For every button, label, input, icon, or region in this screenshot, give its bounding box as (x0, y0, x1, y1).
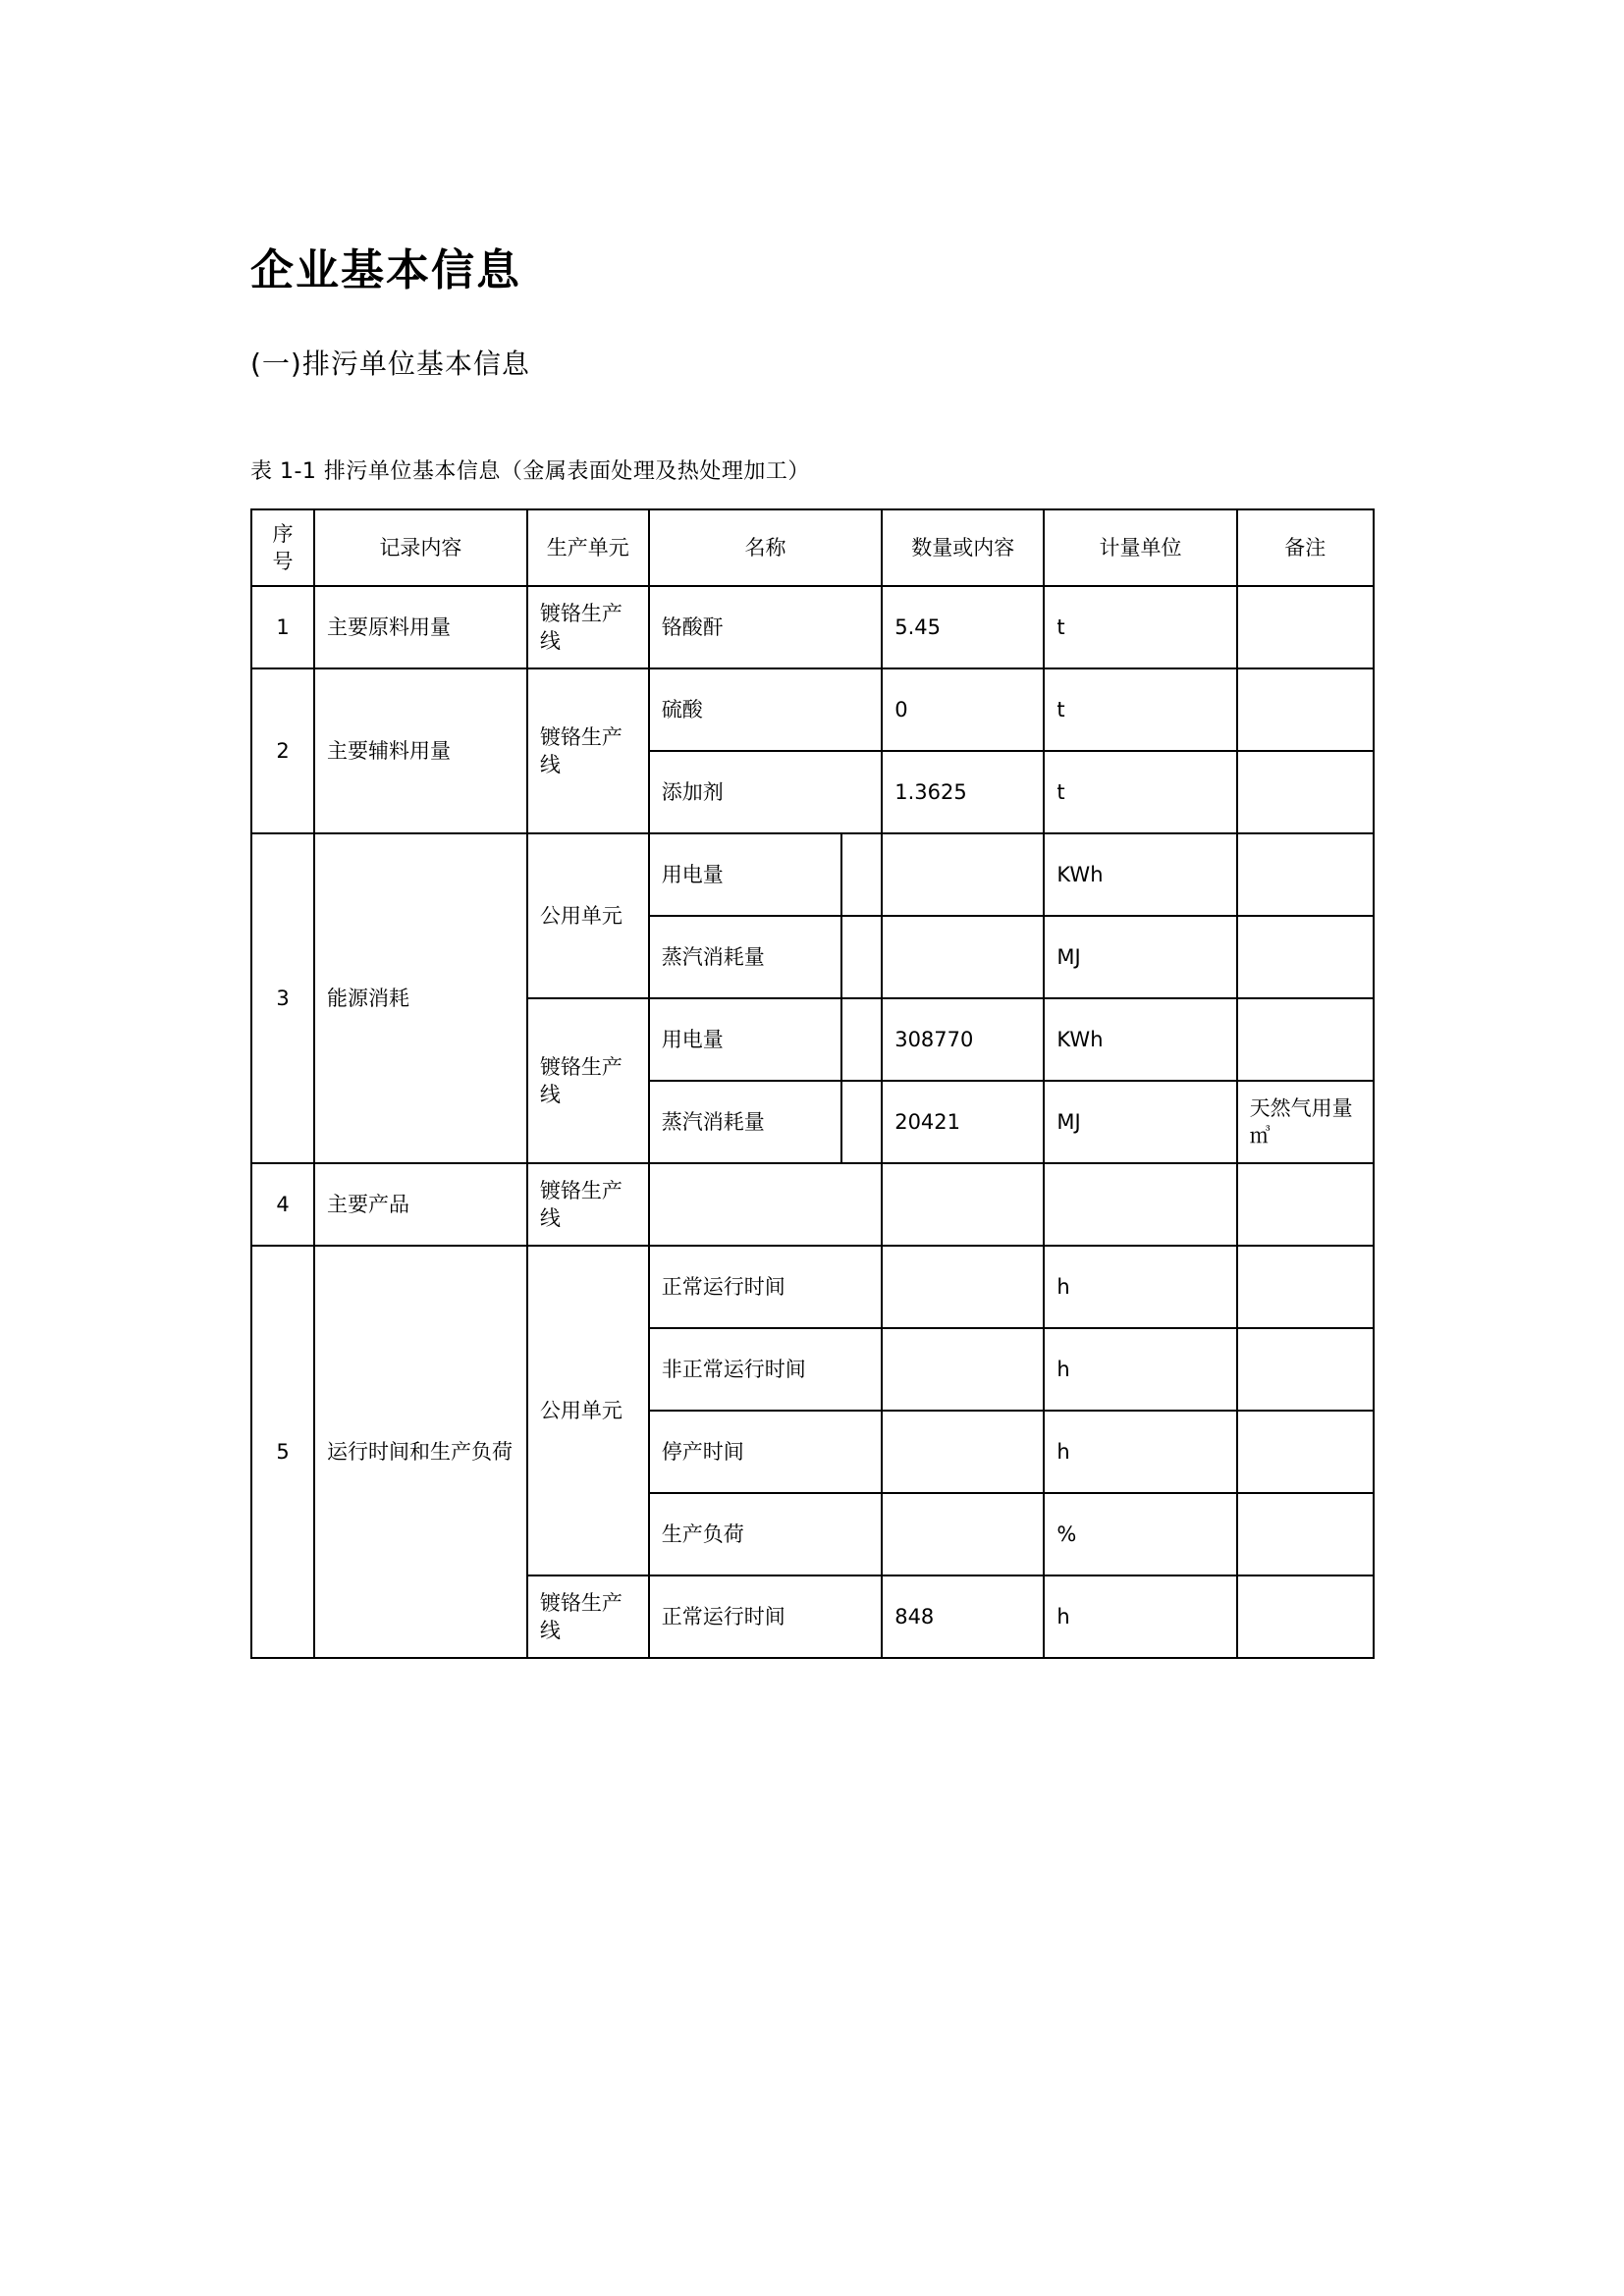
table-header-row (251, 509, 1374, 587)
cell-quantity: 308770 (882, 998, 1044, 1081)
cell-record-content: 运行时间和生产负荷 (314, 1246, 527, 1658)
cell-production-unit: 镀铬生产线 (527, 1575, 649, 1658)
cell-production-unit: 镀铬生产线 (527, 1163, 649, 1246)
cell-production-unit: 公用单元 (527, 1246, 649, 1575)
cell-name: 正常运行时间 (649, 1246, 882, 1328)
table-row (251, 586, 1374, 668)
header-record-content: 记录内容 (314, 509, 527, 587)
cell-quantity: 20421 (882, 1081, 1044, 1163)
cell-measure-unit: h (1044, 1328, 1236, 1411)
cell-note (1237, 751, 1374, 833)
cell-note (1237, 1575, 1374, 1658)
cell-quantity (882, 1163, 1044, 1246)
header-name: 名称 (649, 509, 882, 587)
cell-quantity (882, 1411, 1044, 1493)
cell-measure-unit: h (1044, 1575, 1236, 1658)
cell-seq: 2 (251, 668, 314, 833)
cell-seq: 4 (251, 1163, 314, 1246)
header-quantity: 数量或内容 (882, 509, 1044, 587)
cell-measure-unit (1044, 1163, 1236, 1246)
cell-measure-unit: KWh (1044, 998, 1236, 1081)
cell-note (1237, 668, 1374, 751)
cell-name: 生产负荷 (649, 1493, 882, 1575)
cell-note (1237, 1493, 1374, 1575)
cell-note (1237, 1163, 1374, 1246)
table-row (251, 1163, 1374, 1246)
cell-record-content: 主要原料用量 (314, 586, 527, 668)
cell-measure-unit: t (1044, 586, 1236, 668)
cell-production-unit: 镀铬生产线 (527, 668, 649, 833)
cell-measure-unit: h (1044, 1246, 1236, 1328)
cell-production-unit: 镀铬生产线 (527, 998, 649, 1163)
cell-name: 正常运行时间 (649, 1575, 882, 1658)
cell-quantity: 5.45 (882, 586, 1044, 668)
cell-note (1237, 998, 1374, 1081)
cell-name-spacer (841, 1081, 882, 1163)
table-row (251, 668, 1374, 751)
cell-quantity: 848 (882, 1575, 1044, 1658)
cell-measure-unit: t (1044, 668, 1236, 751)
cell-name: 蒸汽消耗量 (649, 1081, 841, 1163)
cell-note (1237, 833, 1374, 916)
cell-seq: 1 (251, 586, 314, 668)
cell-name: 硫酸 (649, 668, 882, 751)
cell-seq: 3 (251, 833, 314, 1163)
cell-quantity (882, 1493, 1044, 1575)
header-measure-unit: 计量单位 (1044, 509, 1236, 587)
cell-name: 铬酸酐 (649, 586, 882, 668)
cell-quantity (882, 916, 1044, 998)
table-row (251, 1246, 1374, 1328)
header-note: 备注 (1237, 509, 1374, 587)
cell-production-unit: 镀铬生产线 (527, 586, 649, 668)
header-production-unit: 生产单元 (527, 509, 649, 587)
cell-measure-unit: t (1044, 751, 1236, 833)
cell-measure-unit: h (1044, 1411, 1236, 1493)
cell-name-spacer (841, 998, 882, 1081)
cell-production-unit: 公用单元 (527, 833, 649, 998)
cell-name: 添加剂 (649, 751, 882, 833)
cell-name: 用电量 (649, 833, 841, 916)
cell-note (1237, 1328, 1374, 1411)
cell-note (1237, 1246, 1374, 1328)
cell-note (1237, 586, 1374, 668)
cell-name (649, 1163, 882, 1246)
cell-quantity (882, 1328, 1044, 1411)
cell-name-spacer (841, 833, 882, 916)
cell-name: 蒸汽消耗量 (649, 916, 841, 998)
cell-quantity (882, 1246, 1044, 1328)
cell-record-content: 主要产品 (314, 1163, 527, 1246)
cell-name-spacer (841, 916, 882, 998)
cell-measure-unit: MJ (1044, 1081, 1236, 1163)
cell-name: 非正常运行时间 (649, 1328, 882, 1411)
cell-measure-unit: % (1044, 1493, 1236, 1575)
cell-note (1237, 916, 1374, 998)
cell-quantity (882, 833, 1044, 916)
cell-name: 用电量 (649, 998, 841, 1081)
cell-quantity: 0 (882, 668, 1044, 751)
cell-record-content: 主要辅料用量 (314, 668, 527, 833)
table-caption: 表 1-1 排污单位基本信息（金属表面处理及热处理加工） (250, 458, 810, 484)
header-seq: 序号 (251, 509, 314, 587)
cell-seq: 5 (251, 1246, 314, 1658)
cell-note: 天然气用量 ㎥ (1237, 1081, 1374, 1163)
section-heading: (一)排污单位基本信息 (250, 347, 530, 380)
cell-measure-unit: KWh (1044, 833, 1236, 916)
basic-info-table (250, 508, 1375, 1660)
page-title: 企业基本信息 (250, 245, 521, 295)
cell-record-content: 能源消耗 (314, 833, 527, 1163)
cell-measure-unit: MJ (1044, 916, 1236, 998)
cell-quantity: 1.3625 (882, 751, 1044, 833)
cell-name: 停产时间 (649, 1411, 882, 1493)
table-row (251, 833, 1374, 916)
cell-note (1237, 1411, 1374, 1493)
